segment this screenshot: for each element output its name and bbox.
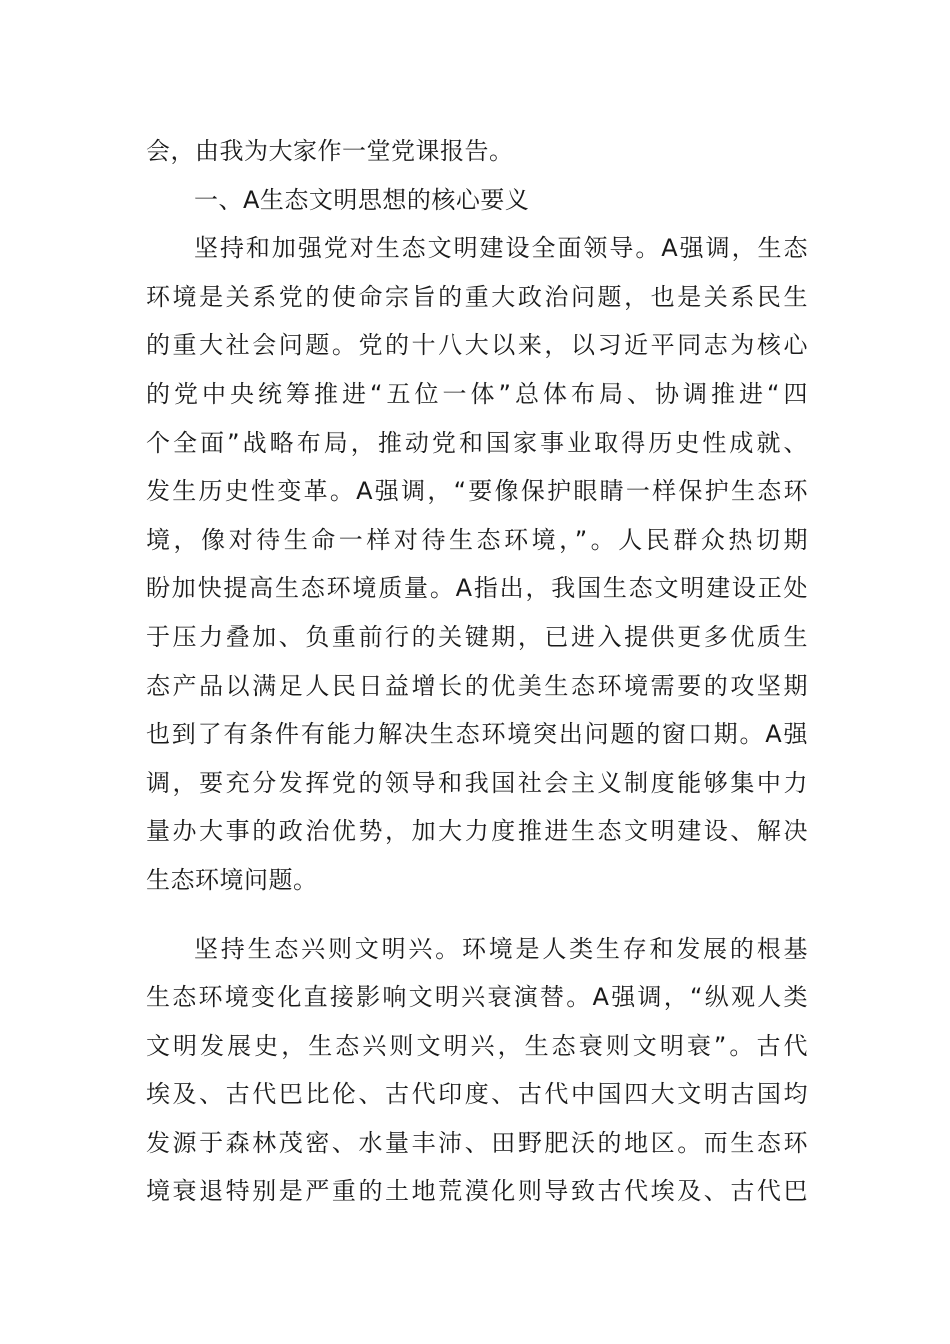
text-line: 的党中央统筹推进“五位一体”总体布局、协调推进“四 xyxy=(146,379,808,408)
text-line: 生态环境变化直接影响文明兴衰演替。A强调，“纵观人类 xyxy=(146,983,808,1012)
section-heading: 一、A生态文明思想的核心要义 xyxy=(194,185,530,214)
text-line: 态产品以满足人民日益增长的优美生态环境需要的攻坚期 xyxy=(146,671,808,700)
text-line: 环境是关系党的使命宗旨的重大政治问题，也是关系民生 xyxy=(146,282,808,311)
text-line: 境，像对待生命一样对待生态环境，”。人民群众热切期 xyxy=(146,525,808,554)
text-line: 也到了有条件有能力解决生态环境突出问题的窗口期。A强 xyxy=(146,720,808,749)
document-body xyxy=(146,127,808,1216)
text-line: 个全面”战略布局，推动党和国家事业取得历史性成就、 xyxy=(146,428,808,457)
text-line: 生态环境问题。 xyxy=(146,865,318,894)
text-line: 文明发展史，生态兴则文明兴，生态衰则文明衰”。古代 xyxy=(146,1031,808,1060)
text-line: 境衰退特别是严重的土地荒漠化则导致古代埃及、古代巴 xyxy=(146,1177,808,1206)
paragraph-1 xyxy=(146,224,808,904)
text-line: 坚持生态兴则文明兴。环境是人类生存和发展的根基 xyxy=(194,934,808,963)
text-line: 盼加快提高生态环境质量。A指出，我国生态文明建设正处 xyxy=(146,574,808,603)
text-line: 于压力叠加、负重前行的关键期，已进入提供更多优质生 xyxy=(146,622,808,651)
text-line: 的重大社会问题。党的十八大以来，以习近平同志为核心 xyxy=(146,331,808,360)
text-line: 发生历史性变革。A强调，“要像保护眼睛一样保护生态环 xyxy=(146,477,808,506)
text-line: 量办大事的政治优势，加大力度推进生态文明建设、解决 xyxy=(146,817,808,846)
text-line: 会，由我为大家作一堂党课报告。 xyxy=(146,137,514,165)
text-line: 坚持和加强党对生态文明建设全面领导。A强调，生态 xyxy=(194,234,808,263)
paragraph-2 xyxy=(146,925,808,1217)
text-line: 埃及、古代巴比伦、古代印度、古代中国四大文明古国均 xyxy=(146,1080,808,1109)
text-line: 调，要充分发挥党的领导和我国社会主义制度能够集中力 xyxy=(146,768,808,797)
paragraph-gap xyxy=(146,905,808,925)
text-line: 发源于森林茂密、水量丰沛、田野肥沃的地区。而生态环 xyxy=(146,1128,808,1157)
